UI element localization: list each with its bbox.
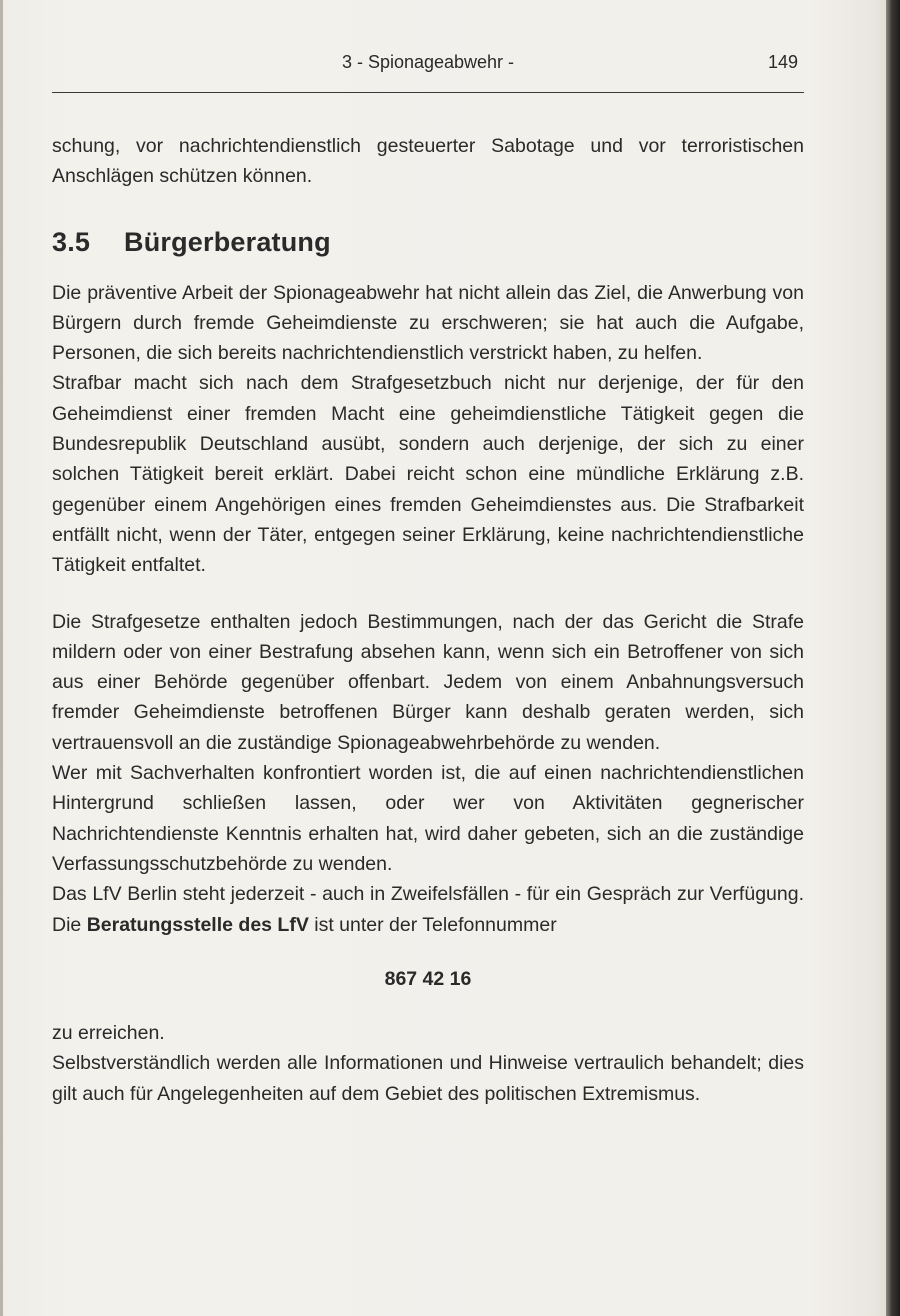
paragraph-mitigation: Die Strafgesetze enthalten jedoch Bestimmungen, nach der das Gericht die Strafe mildern oder von einer Bestrafung absehen kann, wenn sich ein Betroffener von sich aus einer Behörde gegenüber offenbart. Jedem von einem Anbahnungsversuch fremder Geheimdienste betroffenen Bürger kann deshalb geraten werden, sich vertrauensvoll an die zuständige Spionageabwehrbehörde zu wenden. xyxy=(52,610,804,754)
paragraph-contact xyxy=(52,879,804,940)
contact-text-start: Das LfV Berlin steht jederzeit - auch in Zweifelsfällen - für ein Gespräch zur Verfügung. Die xyxy=(52,883,804,936)
continuation-paragraph: schung, vor nachrichtendienstlich gesteuerter Sabotage und vor terroristischen Anschlägen schützen können. xyxy=(52,135,804,188)
section-title: Bürgerberatung xyxy=(124,226,331,257)
phone-number: 867 42 16 xyxy=(384,967,472,990)
paragraph-reachable: zu erreichen. xyxy=(52,1022,165,1045)
page-left-edge xyxy=(0,0,3,1316)
paragraph-confidentiality: Selbstverständlich werden alle Informationen und Hinweise vertraulich behandelt; dies gilt auch für Angelegenheiten auf dem Gebiet des politischen Extremismus. xyxy=(52,1052,804,1105)
header-title: 3 - Spionageabwehr - xyxy=(341,52,515,72)
paragraph-prevention: Die präventive Arbeit der Spionageabwehr hat nicht allein das Ziel, die Anwerbung von Bürgern durch fremde Geheimdienste zu erschweren; sie hat auch die Aufgabe, Personen, die sich bereits nachrichtendienstlich verstrickt haben, zu helfen. xyxy=(52,281,804,365)
paragraph-criminal-liability: Strafbar macht sich nach dem Strafgesetzbuch nicht nur derjenige, der für den Geheimdienst einer fremden Macht eine geheimdienstliche Tätigkeit gegen die Bundesrepublik Deutschland ausübt, sondern auch derjenige, der sich zu einer solchen Tätigkeit bereit erklärt. Dabei reicht schon eine mündliche Erklärung z.B. gegenüber einem Angehörigen eines fremden Geheimdienstes aus. Die Strafbarkeit entfällt nicht, wenn der Täter, entgegen seiner Erklärung, keine nachrichtendienstliche Tätigkeit entfaltet. xyxy=(52,372,804,577)
section-heading xyxy=(52,224,804,260)
running-header xyxy=(52,52,804,80)
section-number: 3.5 xyxy=(52,226,91,257)
book-spine-shadow xyxy=(886,0,900,1316)
contact-text-end: ist unter der Telefonnummer xyxy=(308,913,557,936)
page-body xyxy=(52,131,804,1109)
page-number: 149 xyxy=(767,52,798,72)
paragraph-reporting: Wer mit Sachverhalten konfrontiert worden ist, die auf einen nachrichtendienstlichen Hintergrund schließen lassen, oder wer von Aktivitäten gegnerischer Nachrichtendienste Kenntnis erhalten hat, wird daher gebeten, sich an die zuständige Verfassungsschutzbehörde zu wenden. xyxy=(52,762,804,875)
header-rule xyxy=(52,92,804,93)
paragraph-gap xyxy=(52,581,804,607)
counseling-office-name: Beratungsstelle des LfV xyxy=(86,913,309,936)
